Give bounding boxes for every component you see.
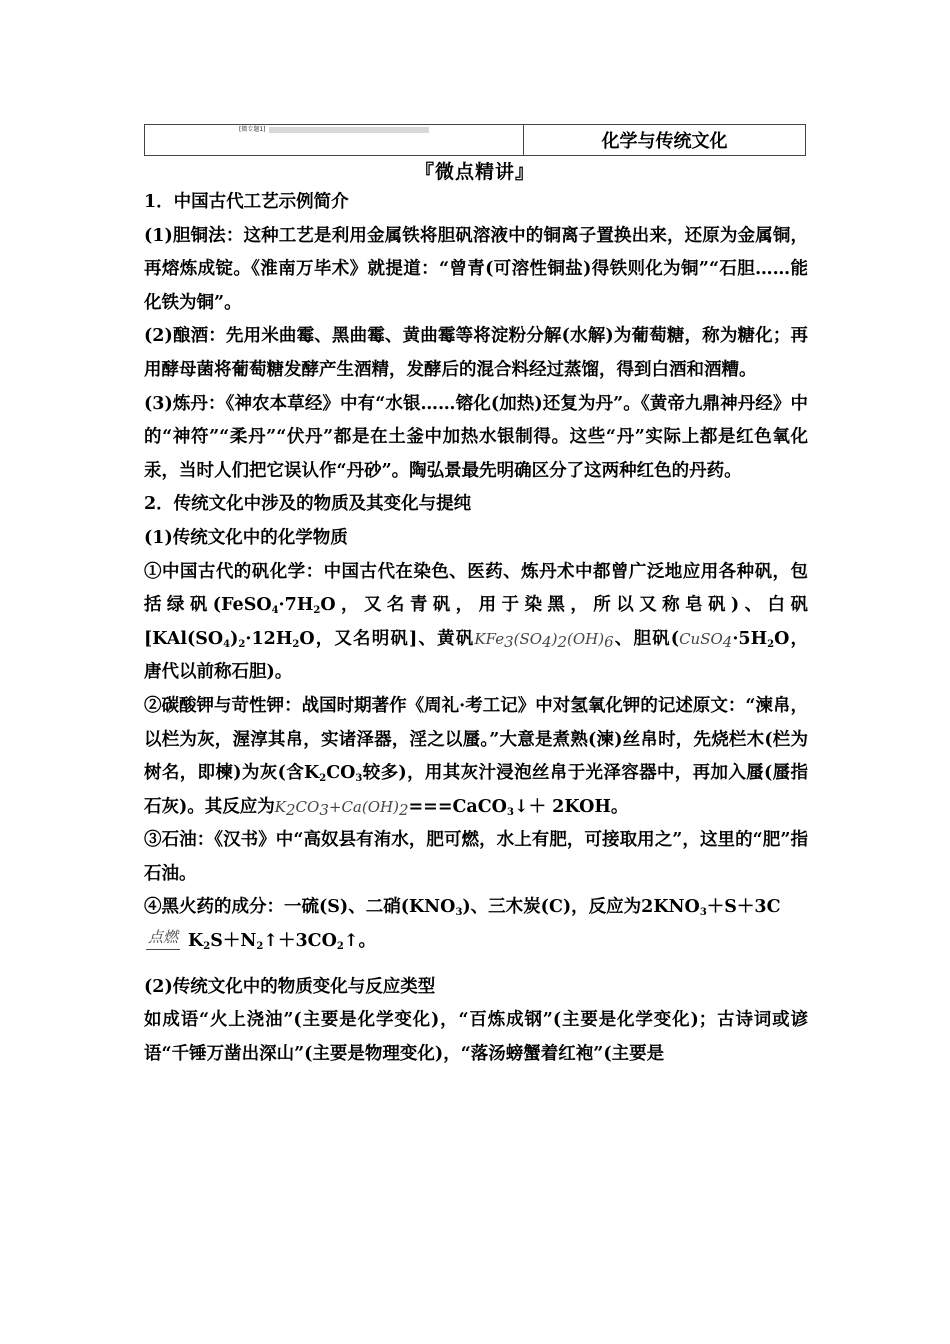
- topic-tag: [微专题1]: [239, 126, 266, 133]
- ignition-condition: 点燃: [144, 929, 188, 959]
- spacer: [144, 959, 808, 971]
- para-oil: ③石油：《汉书》中“高奴县有洧水，肥可燃，水上有肥，可接取用之”，这里的“肥”指石油。: [144, 830, 808, 884]
- sub2-heading: (2)传统文化中的物质变化与反应类型: [144, 976, 436, 997]
- para-alum: ①中国古代的矾化学：中国古代在染色、医药、炼丹术中都曾广泛地应用各种矾，包括绿矾($FeSO_4\cdot 7H_2O$，又名青矾，用于染黑，所以又称皂矾)、白矾 [$KAl(SO_4)_2\cdot 12H_2O$，又名明矾]、黄矾$KFe_3(SO_4)_2(OH)_6$、胆矾($CuSO_4\cdot 5H_2O$，唐代以前称石胆)。: [144, 561, 809, 683]
- section-banner: 『微点精讲』: [414, 161, 535, 183]
- para-copper: (1)胆铜法：这种工艺是利用金属铁将胆矾溶液中的铜离子置换出来，还原为金属铜，再熔炼成锭。《淮南万毕术》就提道：“曾青(可溶性铜盐)得铁则化为铜”“石胆……能化铁为铜”。: [144, 225, 808, 313]
- para-potash: ②碳酸钾与苛性钾：战国时期著作《周礼·考工记》中对氢氧化钾的记述原文：“湅帛，以栏为灰，渥淳其帛，实诸泽器，淫之以蜃。”大意是煮熟(湅)丝帛时，先烧栏木(栏为树名，即楝)为灰(含$K_2CO_3$较多)，用其灰汁浸泡丝帛于光泽容器中，再加入蜃(蜃指石灰)。其反应为$K_2CO_3+Ca(OH)_2===CaCO_3↓+ 2KOH$。: [144, 695, 808, 819]
- chalcanthite-formula: CuSO: [679, 629, 723, 648]
- sub1-heading: (1)传统文化中的化学物质: [144, 527, 348, 548]
- header-left-cell: [145, 125, 524, 155]
- para-wine: (2)酿酒：先用米曲霉、黑曲霉、黄曲霉等将淀粉分解(水解)为葡萄糖，称为糖化；再用酵母菌将葡萄糖发酵产生酒精，发酵后的混合料经过蒸馏，得到白酒和酒糟。: [144, 326, 808, 380]
- para-idioms: 如成语“火上浇油”(主要是化学变化)，“百炼成钢”(主要是化学变化)；古诗词或谚语“千锤万凿出深山”(主要是物理变化)，“落汤螃蟹着红袍”(主要是: [144, 1010, 808, 1064]
- para-powder: ④黑火药的成分：一硫(S)、二硝$(KNO_3)$、三木炭(C)，反应为$2KNO_3+S+3C$ 点燃 $K_2S+N_2↑+3CO_2↑$。: [144, 891, 808, 958]
- header-title: 化学与传统文化: [601, 131, 728, 152]
- section2-heading: 2．传统文化中涉及的物质及其变化与提纯: [144, 494, 472, 515]
- content-body: [144, 186, 808, 1071]
- reaction-formula: K: [274, 797, 286, 816]
- tag-bar: [269, 127, 429, 133]
- para-alchemy: (3)炼丹：《神农本草经》中有“水银……镕化(加热)还复为丹”。《黄帝九鼎神丹经》中的“神符”“柔丹”“伏丹”都是在土釜中加热水银制得。这些“丹”实际上都是红色氧化汞，当时人们把它误认作“丹砂”。陶弘景最先明确区分了这两种红色的丹药。: [144, 393, 808, 481]
- section1-heading: 1．中国古代工艺示例简介: [144, 192, 349, 212]
- header-table: [144, 124, 806, 156]
- jarosite-formula: KFe: [474, 629, 505, 648]
